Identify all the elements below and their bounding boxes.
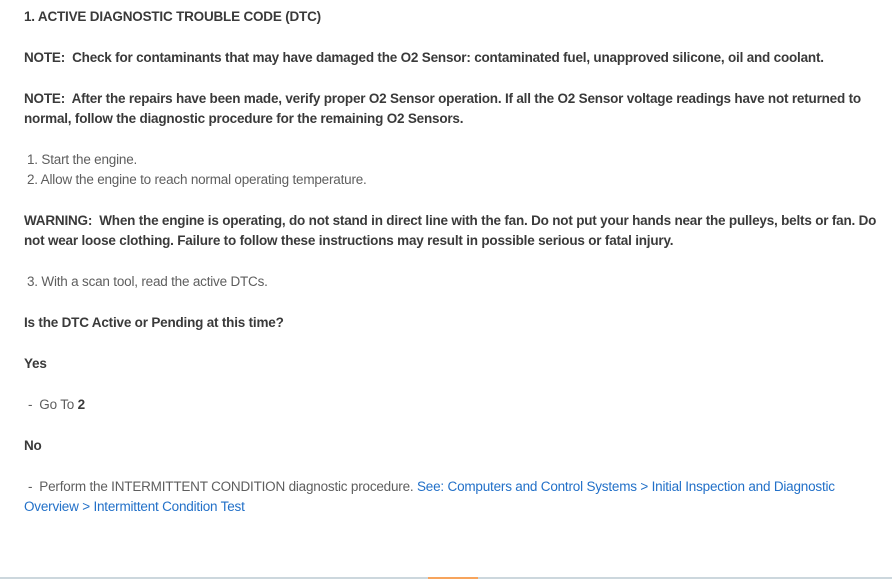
- question-dtc-active: Is the DTC Active or Pending at this time?: [24, 315, 284, 330]
- answer-no-action: [24, 477, 882, 517]
- note-repairs: NOTE: After the repairs have been made, verify proper O2 Sensor operation. If all the O2 Sensor voltage readings have not returned to normal, follow the diagnostic procedure for the remaining O2 Sensors.: [24, 91, 865, 126]
- section-heading: 1. ACTIVE DIAGNOSTIC TROUBLE CODE (DTC): [24, 9, 321, 24]
- procedure-step-2: 2. Allow the engine to reach normal operating temperature.: [27, 172, 367, 187]
- answer-yes-label: Yes: [24, 356, 47, 371]
- bottom-divider: [0, 577, 892, 579]
- answer-yes-action: [24, 395, 882, 415]
- dash-bullet: -: [28, 397, 33, 412]
- intermittent-condition-test-link[interactable]: See: Computers and Control Systems > Initial Inspection and Diagnostic Overview > Intermittent Condition Test: [24, 479, 835, 514]
- bottom-divider-accent: [428, 577, 478, 579]
- procedure-step-list: [24, 150, 882, 190]
- answer-no-label: No: [24, 438, 42, 453]
- warning-fan: WARNING: When the engine is operating, do not stand in direct line with the fan. Do not put your hands near the pulleys, belts or fan. Do not wear loose clothing. Failure to follow these instructions may result in possible serious or fatal injury.: [24, 213, 880, 248]
- dash-bullet: -: [28, 479, 33, 494]
- yes-action-text: Go To: [39, 397, 78, 412]
- yes-action-target: 2: [77, 397, 85, 412]
- procedure-step-1: 1. Start the engine.: [27, 152, 138, 167]
- procedure-step-3: 3. With a scan tool, read the active DTCs.: [27, 274, 268, 289]
- note-contaminants: NOTE: Check for contaminants that may have damaged the O2 Sensor: contaminated fuel, unapproved silicone, oil and coolant.: [24, 50, 824, 65]
- no-action-text: Perform the INTERMITTENT CONDITION diagnostic procedure.: [39, 479, 417, 494]
